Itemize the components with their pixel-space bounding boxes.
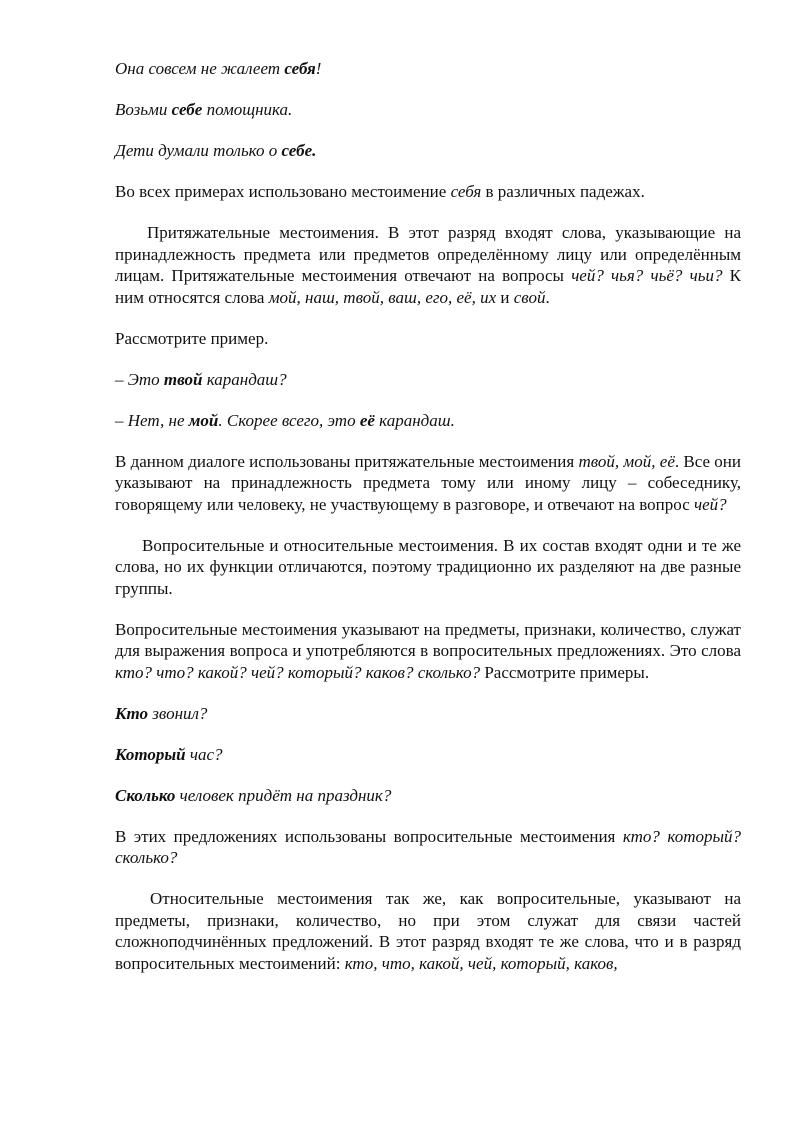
example-sebya-3: Дети думали только о себе.: [115, 141, 317, 160]
example-sebya-1: Она совсем не жалеет себя!: [115, 59, 322, 78]
paragraph-relative-pronouns: Относительные местоимения так же, как вопросительные, указывают на предметы, признаки, количество, но при этом служат для связи частей сложноподчинённых предложений. В этот разряд входят те же слова, что и в разряд вопросительных местоимений: кто, что, какой, чей, который, каков,: [115, 889, 741, 973]
paragraph-interrogative-pronouns: Вопросительные местоимения указывают на предметы, признаки, количество, служат для выражения вопроса и употребляются в вопросительных предложениях. Это слова кто? что? какой? чей? который? каков? сколько? Рассмотрите примеры.: [115, 619, 741, 682]
example-interrogative-1: Кто звонил?: [115, 703, 208, 723]
example-sebya-2: Возьми себе помощника.: [115, 100, 293, 119]
dialog-line-2: – Нет, не мой. Скорее всего, это её карандаш.: [115, 410, 455, 430]
paragraph-interrogative-used: В этих предложениях использованы вопросительные местоимения кто? который? сколько?: [115, 826, 741, 867]
paragraph-possessive-pronouns: Притяжательные местоимения. В этот разряд входят слова, указывающие на принадлежность предмета или предметов определённому лицу или определённым лицам. Притяжательные местоимения отвечают на вопросы чей? чья? чьё? чьи? К ним относятся слова мой, наш, твой, ваш, его, её, их и свой.: [115, 223, 741, 307]
dialog-line-1: – Это твой карандаш?: [115, 369, 287, 389]
paragraph-consider-example: Рассмотрите пример.: [115, 328, 269, 348]
paragraph-dialog-explanation: В данном диалоге использованы притяжательные местоимения твой, мой, её. Все они указывают на принадлежность предмета тому или иному лицу – собеседнику, говорящему или человеку, не участвующему в разговоре, и отвечают на вопрос чей?: [115, 451, 742, 514]
example-interrogative-3: Сколько человек придёт на праздник?: [115, 785, 392, 805]
paragraph-interrogative-relative: Вопросительные и относительные местоимения. В их состав входят одни и те же слова, но их функции отличаются, поэтому традиционно их разделяют на две разные группы.: [115, 535, 741, 598]
document-page: [115, 58, 741, 994]
example-interrogative-2: Который час?: [115, 744, 223, 764]
paragraph-all-examples: Во всех примерах использовано местоимение себя в различных падежах.: [115, 182, 645, 201]
